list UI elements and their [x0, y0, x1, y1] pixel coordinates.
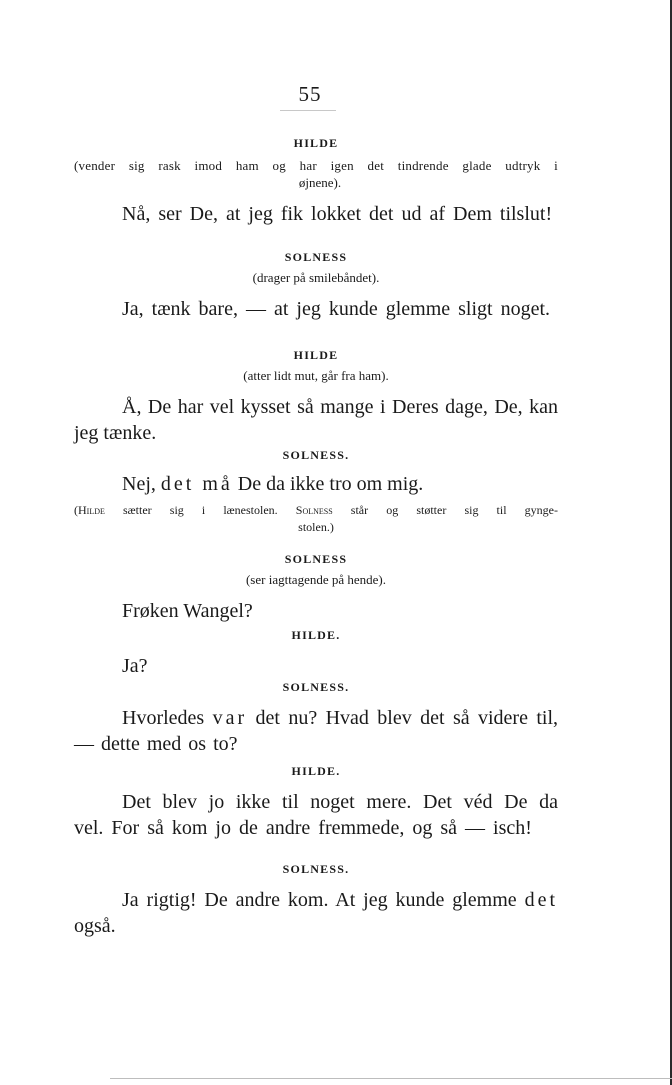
dialogue-block-4: [74, 448, 558, 536]
page-edge-bottom: [110, 1078, 672, 1079]
speaker-name: HILDE.: [291, 764, 341, 778]
character-name: Solness: [295, 503, 333, 517]
dialogue-block-3: [74, 348, 558, 446]
speech-text: Ja rigtig! De andre kom. At jeg kunde glemme det også.: [74, 889, 558, 937]
speaker-name: SOLNESS.: [282, 680, 350, 694]
stage-direction: (vender sig rask imod ham og har igen det tindrende glade udtryk i: [74, 158, 558, 173]
speaker-name: SOLNESS: [284, 250, 348, 264]
speech-text: Nå, ser De, at jeg fik lokket det ud af Dem tilslut!: [122, 203, 553, 225]
speech-text: Frøken Wangel?: [122, 600, 253, 622]
speaker-name: HILDE: [293, 348, 339, 362]
emphasized-text: det må: [160, 473, 233, 495]
stage-direction: (Hilde sætter sig i lænestolen. Solness står og støtter sig til gynge-: [74, 503, 558, 517]
stage-direction-continued: øjnene).: [298, 175, 342, 190]
speaker-name: SOLNESS: [284, 552, 348, 566]
speech-text: Det blev jo ikke til noget mere. Det véd De da vel. For så kom jo de andre fremmede, og så — isch!: [74, 791, 558, 839]
speaker-name: SOLNESS.: [282, 448, 350, 462]
dialogue-block-7: [74, 680, 558, 757]
stage-direction: (drager på smilebåndet).: [252, 270, 380, 285]
emphasized-text: det: [524, 889, 558, 911]
speaker-name: HILDE: [293, 136, 339, 150]
stage-direction-continued: stolen.): [298, 520, 334, 534]
emphasized-text: var: [212, 707, 248, 729]
speech-text: Nej, det må De da ikke tro om mig.: [122, 473, 424, 495]
dialogue-block-2: [74, 250, 558, 322]
speech-text: Å, De har vel kysset så mange i Deres dage, De, kan jeg tænke.: [74, 396, 558, 444]
stage-direction: (atter lidt mut, går fra ham).: [243, 368, 389, 383]
page-number: 55: [298, 82, 322, 106]
speech-text: Hvorledes var det nu? Hvad blev det så videre til, — dette med os to?: [74, 707, 559, 755]
dialogue-block-6: [74, 628, 558, 679]
speaker-name: HILDE.: [291, 628, 341, 642]
speech-text: Ja, tænk bare, — at jeg kunde glemme sligt noget.: [122, 298, 551, 320]
speech-text: Ja?: [122, 655, 148, 677]
character-name: Hilde: [78, 503, 105, 517]
stage-direction: (ser iagttagende på hende).: [245, 572, 387, 587]
dialogue-block-8: [74, 764, 558, 841]
dialogue-block-1: [74, 136, 558, 227]
speaker-name: SOLNESS.: [282, 862, 350, 876]
page-number-rule: [280, 110, 336, 111]
dialogue-block-5: [74, 552, 558, 624]
dialogue-block-9: [74, 862, 558, 939]
